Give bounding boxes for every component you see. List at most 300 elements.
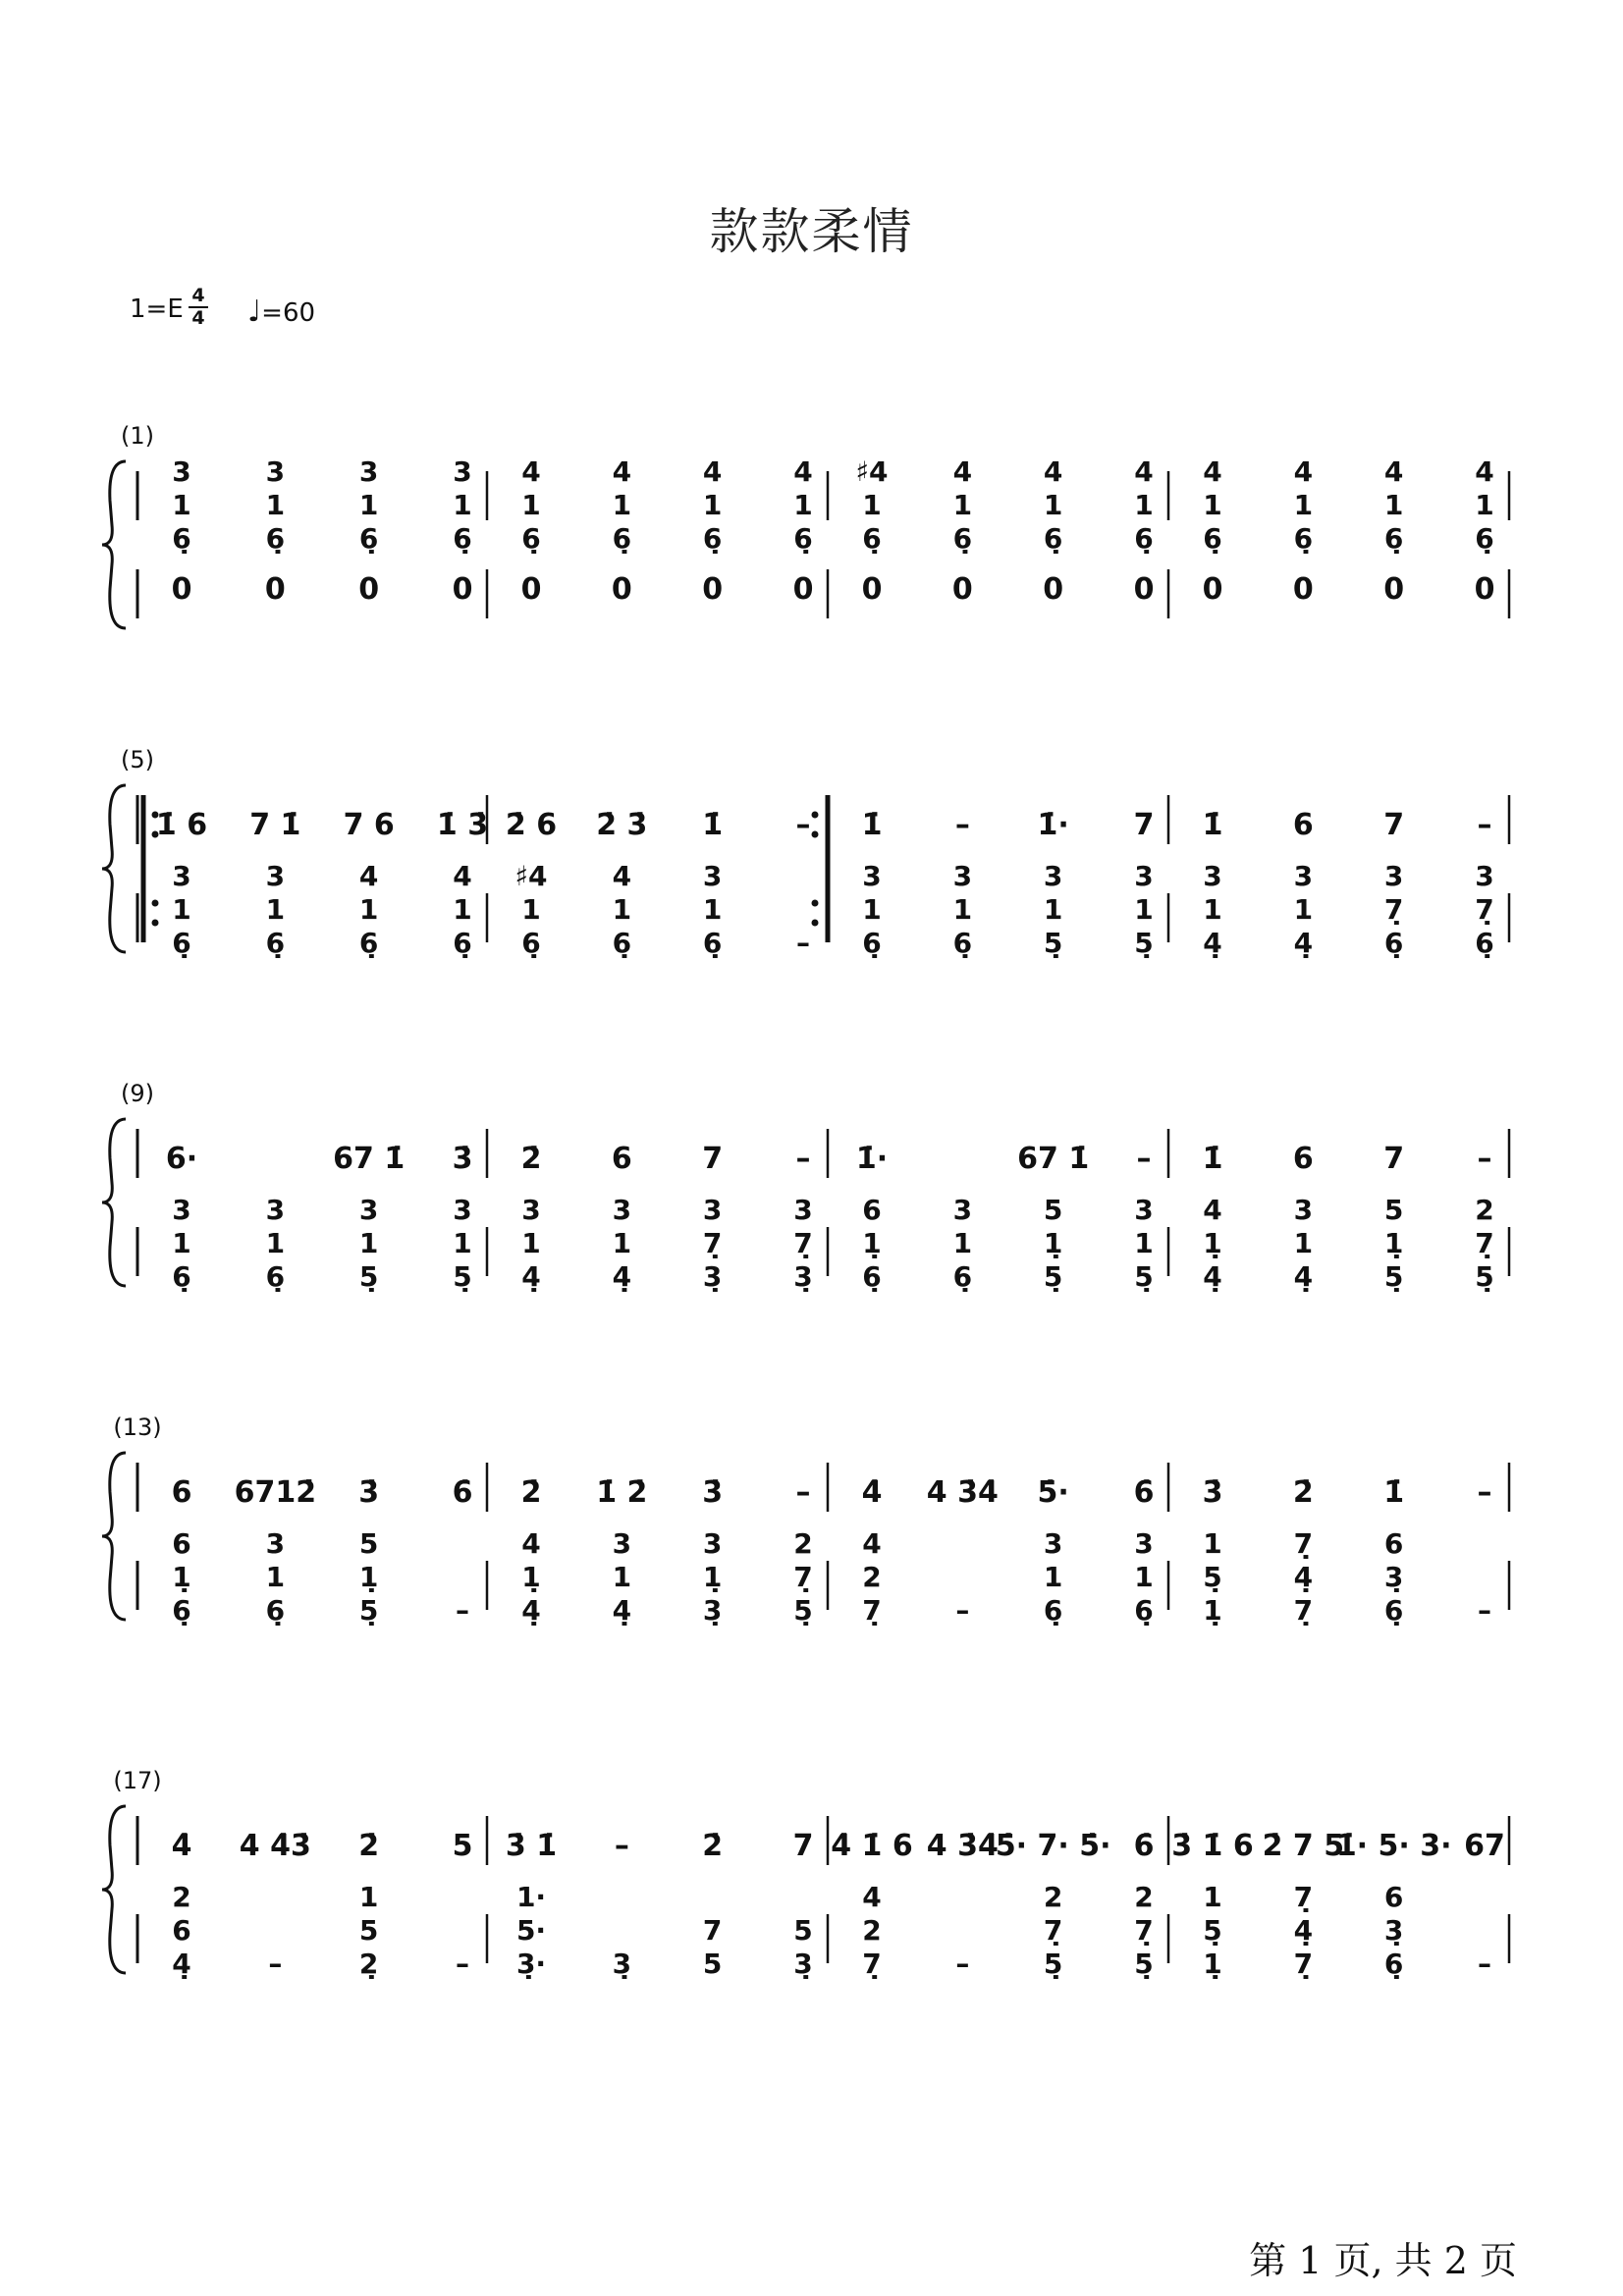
lower-note: ♯4 [514,860,548,892]
lower-note: 5 [1043,1194,1063,1226]
lower-note: 1 [521,1227,541,1259]
upper-note: 1 [453,489,472,521]
upper-note: 2̇ 3̇ [596,808,648,842]
lower-note: 6̣ [862,1260,882,1293]
upper-note: 6̣ [1475,522,1494,555]
lower-note: 3 [1134,1194,1154,1226]
upper-note: – [954,808,970,842]
upper-note: 3 [265,455,286,488]
lower-note: 3̣ [1383,1561,1404,1593]
lower-note: 1 [521,893,541,926]
upper-note: 4 [702,455,723,488]
upper-note: 1̇ 2̇ [596,1475,648,1510]
lower-note: 3 [172,1194,191,1226]
lower-note: 1̣ [702,1561,723,1593]
upper-note: 1̇· [1037,808,1069,842]
lower-note: 6̣ [952,927,973,959]
upper-note: 6̣ [1293,522,1314,555]
lower-note: 1 [1203,893,1222,926]
lower-note: 4̣ [1293,1561,1314,1593]
upper-note: 7 [792,1829,814,1863]
upper-note: 4 [521,455,541,488]
lower-note: 3̣· [515,1948,547,1980]
upper-note: 1 [1383,489,1404,521]
lower-note: 6̣ [172,927,191,959]
upper-note: 6̣ [453,522,472,555]
lower-note: 3 [521,1194,541,1226]
upper-note: 2̇ [1292,1475,1314,1510]
upper-note: 6̇ [452,1475,473,1510]
lower-note: 1̣ [358,1561,379,1593]
lower-note: 4 [453,860,472,892]
upper-note: 1̇ [1202,808,1223,842]
system-brace [102,785,126,952]
lower-note: 1̣ [1383,1227,1404,1259]
upper-note: 1 [1043,489,1063,521]
lower-note: 4 [521,1527,541,1560]
lower-note: 6̣ [1475,927,1494,959]
upper-note: 7 [702,1142,724,1176]
lower-note: 6̣ [172,1260,191,1293]
upper-note: 4 [1475,455,1494,488]
lower-note: 7̣ [793,1227,813,1259]
lower-note: 7̣ [1293,1948,1314,1980]
lower-note: 4̣ [1293,927,1314,959]
lower-note: 3 [793,1194,813,1226]
lower-note: 5̣ [793,1594,813,1627]
measure-number: (5) [121,746,154,774]
system-brace [102,461,126,628]
lower-note: 4̣ [1293,1260,1314,1293]
lower-note: 1 [612,1227,632,1259]
lower-note: 5̣ [1475,1260,1494,1293]
lower-note: 7̣ [1475,893,1494,926]
upper-note: 7 [1383,1142,1405,1176]
lower-note: 5̣ [1043,927,1063,959]
lower-note: 3 [952,860,973,892]
upper-note: 6712̇̇ [234,1475,317,1510]
upper-note: 1 [862,489,882,521]
upper-note: 4 [1383,455,1404,488]
lower-note: 6̣ [1383,927,1404,959]
upper-note: 1̇· [855,1142,889,1176]
page-footer: 第 1 页, 共 2 页 [1249,2239,1517,2282]
upper-note: 67 1̇ [333,1142,406,1176]
lower-note: 0 [452,572,473,607]
lower-note: 1 [1203,1527,1222,1560]
upper-note: – [614,1829,629,1863]
system-brace [102,1119,126,1286]
upper-note: 7 [1383,808,1405,842]
lower-note: 4 [862,1527,882,1560]
upper-note: 3̇ [1202,1475,1223,1510]
meter-bottom: 4 [191,307,205,329]
upper-note: 6̣ [172,522,191,555]
lower-note: 6̣ [952,1260,973,1293]
lower-note: 2 [172,1881,191,1913]
upper-note: – [795,1475,811,1510]
lower-note: 2 [793,1527,813,1560]
lower-note: 5̣ [358,1260,379,1293]
lower-note: 6 [1383,1527,1404,1560]
repeat-dot [812,920,819,927]
lower-note: 1 [1293,1227,1314,1259]
lower-note: – [796,927,810,959]
upper-note: 1 [612,489,632,521]
lower-note: 1 [358,1227,379,1259]
upper-note: 4 [612,455,632,488]
lower-note: 6 [172,1914,191,1947]
lower-note: 1 [172,893,191,926]
measure-number: (9) [121,1080,154,1107]
lower-note: 5· [515,1914,547,1947]
repeat-dot [152,900,159,907]
lower-note: 0 [264,572,286,607]
upper-note: 1 [1134,489,1154,521]
lower-note: 7̣ [1475,1227,1494,1259]
upper-note: 1 [172,489,191,521]
lower-note: 3̣ [793,1948,813,1980]
lower-note: 4̣ [521,1594,541,1627]
upper-note: 1̇ [861,808,883,842]
lower-note: 1̣ [1203,1948,1222,1980]
lower-note: 6̣ [265,1260,286,1293]
lower-note: 5̣ [1043,1948,1063,1980]
lower-note: – [1478,1594,1491,1627]
lower-note: 2 [1134,1881,1154,1913]
measure-number: (1) [121,422,154,450]
lower-note: 0 [1474,572,1495,607]
upper-note: 1 [1475,489,1494,521]
lower-note: 6̣ [521,927,541,959]
lower-note: 2̣ [358,1948,379,1980]
lower-note: 3 [702,1527,723,1560]
lower-note: 1 [1134,1561,1154,1593]
lower-note: 3̣ [702,1260,723,1293]
lower-note: 7̣ [1043,1914,1063,1947]
lower-note: 7̣ [862,1948,882,1980]
lower-note: 3 [1134,860,1154,892]
upper-note: 1̇ [1202,1142,1223,1176]
lower-note: 4 [1203,1194,1222,1226]
lower-note: 6̣ [358,927,379,959]
lower-note: 1 [172,1227,191,1259]
lower-note: 1 [612,1561,632,1593]
lower-note: 3 [612,1527,632,1560]
lower-note: 7 [702,1914,723,1947]
upper-note: 1̇ [702,808,724,842]
upper-note: 1 [702,489,723,521]
lower-note: 3 [1203,860,1222,892]
repeat-dot [812,831,819,838]
upper-note: 2̇ 6 [505,808,558,842]
meter-top: 4 [191,285,205,306]
lower-note: 7̣ [1293,1594,1314,1627]
lower-note: 4̣ [1203,927,1222,959]
lower-note: 3 [1134,1527,1154,1560]
lower-note: – [1478,1948,1491,1980]
lower-note: 6̣ [1383,1948,1404,1980]
lower-note: 0 [792,572,814,607]
lower-note: 3 [453,1194,472,1226]
upper-note: 7 6 [343,808,395,842]
quarter-note-icon: ♩ [247,294,262,329]
lower-note: 6̣ [265,1594,286,1627]
lower-note: 3 [358,1194,379,1226]
lower-note: 0 [358,572,380,607]
lower-note: 5̣ [1203,1561,1222,1593]
lower-note: 1̣ [862,1227,882,1259]
upper-note: 4 3̇4̇ [926,1829,999,1863]
lower-note: 1 [358,1881,379,1913]
lower-note: 6̣ [1043,1594,1063,1627]
upper-note: – [1136,1142,1152,1176]
upper-note: 6̣ [952,522,973,555]
lower-note: – [955,1948,970,1980]
lower-note: 1 [1043,1561,1063,1593]
lower-note: 3̣ [793,1260,813,1293]
lower-note: 6 [1383,1881,1404,1913]
upper-note: 5̇· 7· 5̇· [995,1829,1111,1863]
lower-note: 5̣ [358,1594,379,1627]
upper-note: 3 [453,455,472,488]
lower-note: 1 [952,893,973,926]
upper-note: 3̇ 1̇ [505,1829,558,1863]
lower-note: 1 [265,893,286,926]
upper-note: 7 1̇ [249,808,301,842]
lower-note: 4̣ [1203,1260,1222,1293]
upper-note: – [1477,1475,1492,1510]
lower-note: 1 [265,1561,286,1593]
upper-note: 1 [1293,489,1314,521]
upper-note: 6̣ [1134,522,1154,555]
upper-note: 6̇ [1133,1829,1155,1863]
upper-note: 6̇ [1133,1475,1155,1510]
lower-note: 6̣ [172,1594,191,1627]
lower-note: 6̣ [1134,1594,1154,1627]
lower-note: 3 [702,860,723,892]
lower-note: 5̣ [1043,1260,1063,1293]
lower-note: – [456,1594,469,1627]
lower-note: 1̣ [1203,1227,1222,1259]
upper-note: 4 [1203,455,1222,488]
upper-note: 5̇· [1037,1475,1069,1510]
lower-note: 1̣ [172,1561,191,1593]
lower-note: 0 [1133,572,1155,607]
upper-note: 1 [1203,489,1222,521]
upper-note: 4 [1043,455,1063,488]
lower-note: 5 [358,1527,379,1560]
upper-note: 1̇ [1383,1475,1405,1510]
upper-note: 1̇· 5· 3· [1335,1829,1452,1863]
upper-note: – [1477,808,1492,842]
lower-note: 3 [702,1194,723,1226]
upper-note: 6 [171,1475,192,1510]
lower-note: 3 [862,860,882,892]
upper-note: 1 [952,489,973,521]
lower-note: 1 [1134,1227,1154,1259]
upper-note: 67 1̇ [1017,1142,1090,1176]
upper-note: 67 [1464,1829,1505,1863]
upper-note: 1 [265,489,286,521]
lower-note: 3 [1293,860,1314,892]
upper-note: 6 [1292,1142,1314,1176]
upper-note: 1̇ 6 [155,808,208,842]
lower-note: 1 [612,893,632,926]
lower-note: 5̣ [1383,1260,1404,1293]
repeat-dot [152,920,159,927]
upper-note: 4 [793,455,813,488]
lower-note: 5̣ [1203,1914,1222,1947]
upper-note: 4̇ [861,1475,883,1510]
lower-note: – [456,1948,469,1980]
lower-note: 1 [1043,893,1063,926]
lower-note: 7̣ [1293,1881,1314,1913]
upper-note: 6̣ [1383,522,1404,555]
lower-note: 3 [265,860,286,892]
lower-note: 4̣ [521,1260,541,1293]
upper-note: 4 3̇4̇ [926,1475,999,1510]
lower-note: 0 [1202,572,1223,607]
upper-note: 4 4̇3̇ [239,1829,311,1863]
lower-note: 5̣ [1134,1948,1154,1980]
lower-note: 1 [453,893,472,926]
lower-note: 4̣ [612,1594,632,1627]
upper-note: 6̣ [612,522,632,555]
repeat-dot [812,812,819,819]
lower-note: 5̣ [453,1260,472,1293]
lower-note: 6̣ [453,927,472,959]
upper-note: 2̇ [520,1142,542,1176]
upper-note: 2̇ [520,1475,542,1510]
lower-note: 3 [172,860,191,892]
lower-note: 1̣ [521,1561,541,1593]
lower-note: 0 [1043,572,1064,607]
upper-note: 3̇ [702,1475,724,1510]
key-signature: 1=E [130,294,184,324]
tempo-value: =60 [261,298,316,328]
upper-note: 6 [611,1142,632,1176]
lower-note: 1̣ [1203,1594,1222,1627]
measure-number: (17) [113,1767,162,1794]
lower-note: 0 [1383,572,1405,607]
upper-note: 4̇ 1̇ 6 [831,1829,913,1863]
lower-note: 5̣ [1134,927,1154,959]
measure-number: (13) [113,1414,162,1441]
lower-note: 4 [358,860,379,892]
upper-note: 1 [521,489,541,521]
lower-note: 7̣ [1383,893,1404,926]
system-brace [102,1806,126,1973]
upper-note: 6 [1292,808,1314,842]
upper-note: 3 [172,455,191,488]
upper-note: 2̇ 7 5 [1262,1829,1345,1863]
repeat-dot [812,900,819,907]
lower-note: 1̣ [1043,1227,1063,1259]
lower-note: 0 [702,572,724,607]
upper-note: – [1477,1142,1492,1176]
lower-note: 0 [951,572,973,607]
lower-note: 3 [612,1194,632,1226]
upper-note: 6̣ [1203,522,1222,555]
lower-note: 0 [1292,572,1314,607]
lower-note: 4̣ [172,1948,191,1980]
lower-note: – [955,1594,970,1627]
upper-note: 6̣ [793,522,813,555]
lower-note: 6 [172,1527,191,1560]
lower-note: 5 [1383,1194,1404,1226]
lower-note: 6̣ [265,927,286,959]
lower-note: 7̣ [862,1594,882,1627]
upper-note: 1 [358,489,379,521]
lower-note: 3 [1043,1527,1063,1560]
upper-note: 3̇ [452,1142,473,1176]
upper-note: ♯4 [855,455,889,488]
lower-note: 7̣ [1134,1914,1154,1947]
lower-note: 2 [1475,1194,1494,1226]
lower-note: 0 [171,572,192,607]
lower-note: 2 [862,1914,882,1947]
lower-note: 1· [515,1881,547,1913]
lower-note: – [268,1948,283,1980]
lower-note: 3 [265,1194,286,1226]
lower-note: 3 [952,1194,973,1226]
lower-note: 2 [862,1561,882,1593]
upper-note: – [795,1142,811,1176]
lower-note: 1 [1293,893,1314,926]
lower-note: 1 [702,893,723,926]
lower-note: 0 [520,572,542,607]
lower-note: 5 [793,1914,813,1947]
lower-note: 7̣ [1293,1527,1314,1560]
upper-note: 1̇ 3̇ [436,808,489,842]
upper-note: 1 [793,489,813,521]
lower-note: 6̣ [612,927,632,959]
lower-note: 4 [862,1881,882,1913]
lower-note: 7̣ [793,1561,813,1593]
lower-note: 1 [265,1227,286,1259]
upper-note: 2̇ [358,1829,380,1863]
lower-note: 6̣ [862,927,882,959]
lower-note: 1 [862,893,882,926]
lower-note: 6̣ [702,927,723,959]
upper-note: 2̇ [702,1829,724,1863]
lower-note: 1 [358,893,379,926]
lower-note: 1 [952,1227,973,1259]
lower-note: 5̣ [1134,1260,1154,1293]
upper-note: 4 [1134,455,1154,488]
lower-note: 3 [1383,860,1404,892]
upper-note: 4 [1293,455,1314,488]
lower-note: 5 [358,1914,379,1947]
lower-note: 5 [702,1948,723,1980]
upper-note: 3̇ [358,1475,380,1510]
lower-note: 2 [1043,1881,1063,1913]
upper-note: 6̣ [265,522,286,555]
upper-note: 6̣ [862,522,882,555]
lower-note: 0 [611,572,632,607]
lower-note: 3̣ [612,1948,632,1980]
lower-note: 6 [862,1194,882,1226]
upper-note: – [795,808,811,842]
lower-note: 4̣ [1293,1914,1314,1947]
upper-note: 6· [165,1142,198,1176]
upper-note: 6̣ [702,522,723,555]
lower-note: 1 [1203,1881,1222,1913]
upper-note: 7 [1133,808,1155,842]
lower-note: 1 [1134,893,1154,926]
upper-note: 4 [952,455,973,488]
